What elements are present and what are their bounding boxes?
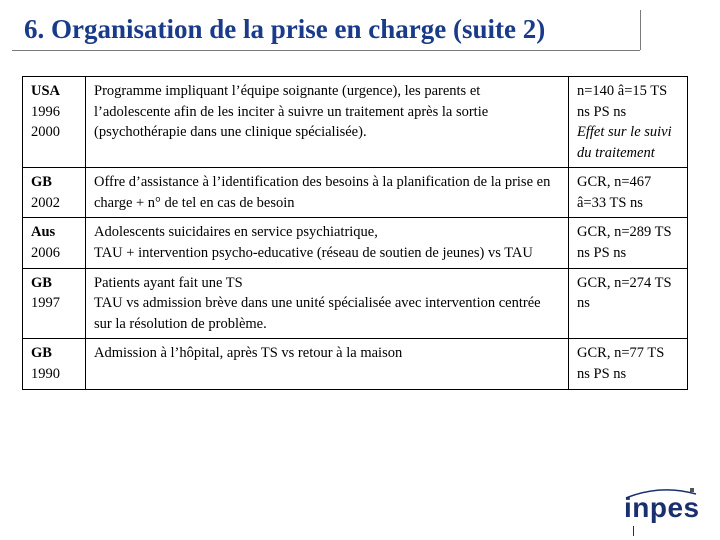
country-year-cell — [23, 218, 86, 268]
table-row — [23, 168, 688, 218]
result-text: GCR, n=77 TS ns PS ns — [577, 345, 665, 382]
country-label: GB — [31, 274, 52, 291]
description-text: Programme impliquant l’équipe soignante (urgence), les parents et l’adolescente afin de les inciter à suivre un traitement après la sortie (psychothérapie dans une clinique spécialisée). — [94, 83, 489, 141]
description-text: TAU + intervention psycho-educative (réseau de soutien de jeunes) vs TAU — [94, 245, 533, 262]
title-divider-vertical — [640, 10, 641, 50]
result-note: Effet sur le suivi du traitement — [577, 124, 672, 161]
country-label: USA — [31, 83, 61, 99]
result-text: GCR, n=274 TS ns — [577, 274, 672, 312]
year-label: 2000 — [31, 124, 60, 141]
description-cell — [86, 339, 569, 389]
country-label: GB — [31, 345, 52, 362]
description-text: Offre d’assistance à l’identification des besoins à la planification de la prise en charge + n° de tel en cas de besoin — [94, 174, 551, 211]
country-year-cell — [23, 339, 86, 389]
country-year-cell — [23, 268, 86, 339]
table-row — [23, 77, 688, 168]
description-text: Patients ayant fait une TS — [94, 274, 243, 291]
edge-mark — [690, 488, 694, 492]
description-text: TAU vs admission brève dans une unité spécialisée avec intervention centrée sur la résolution de problème. — [94, 295, 541, 332]
result-cell — [569, 168, 688, 218]
description-cell — [86, 218, 569, 268]
table-row — [23, 218, 688, 268]
country-label: GB — [31, 174, 52, 191]
year-label: 2006 — [31, 245, 60, 262]
year-label: 1997 — [31, 295, 60, 312]
country-year-cell — [23, 77, 86, 168]
description-cell — [86, 268, 569, 339]
result-text: GCR, n=467 â=33 TS ns — [577, 174, 652, 211]
result-cell — [569, 77, 688, 168]
result-cell — [569, 339, 688, 389]
result-cell — [569, 268, 688, 339]
country-label: Aus — [31, 224, 56, 241]
year-label: 1996 — [31, 103, 60, 120]
description-text: Admission à l’hôpital, après TS vs retour à la maison — [94, 345, 403, 362]
year-label: 1990 — [31, 365, 60, 382]
country-year-cell — [23, 168, 86, 218]
description-cell — [86, 77, 569, 168]
logo-tick — [633, 526, 634, 536]
description-cell — [86, 168, 569, 218]
result-cell — [569, 218, 688, 268]
result-text: n=140 â=15 TS ns PS ns — [577, 83, 668, 120]
year-label: 2002 — [31, 194, 60, 211]
description-text: Adolescents suicidaires en service psychiatrique, — [94, 224, 378, 241]
table-row — [23, 339, 688, 389]
page-title: 6. Organisation de la prise en charge (suite 2) — [24, 14, 546, 44]
title-divider — [12, 50, 640, 51]
inpes-logo: inpes — [624, 492, 700, 523]
studies-table — [22, 76, 688, 390]
result-text: GCR, n=289 TS ns PS ns — [577, 224, 672, 262]
table-row — [23, 268, 688, 339]
